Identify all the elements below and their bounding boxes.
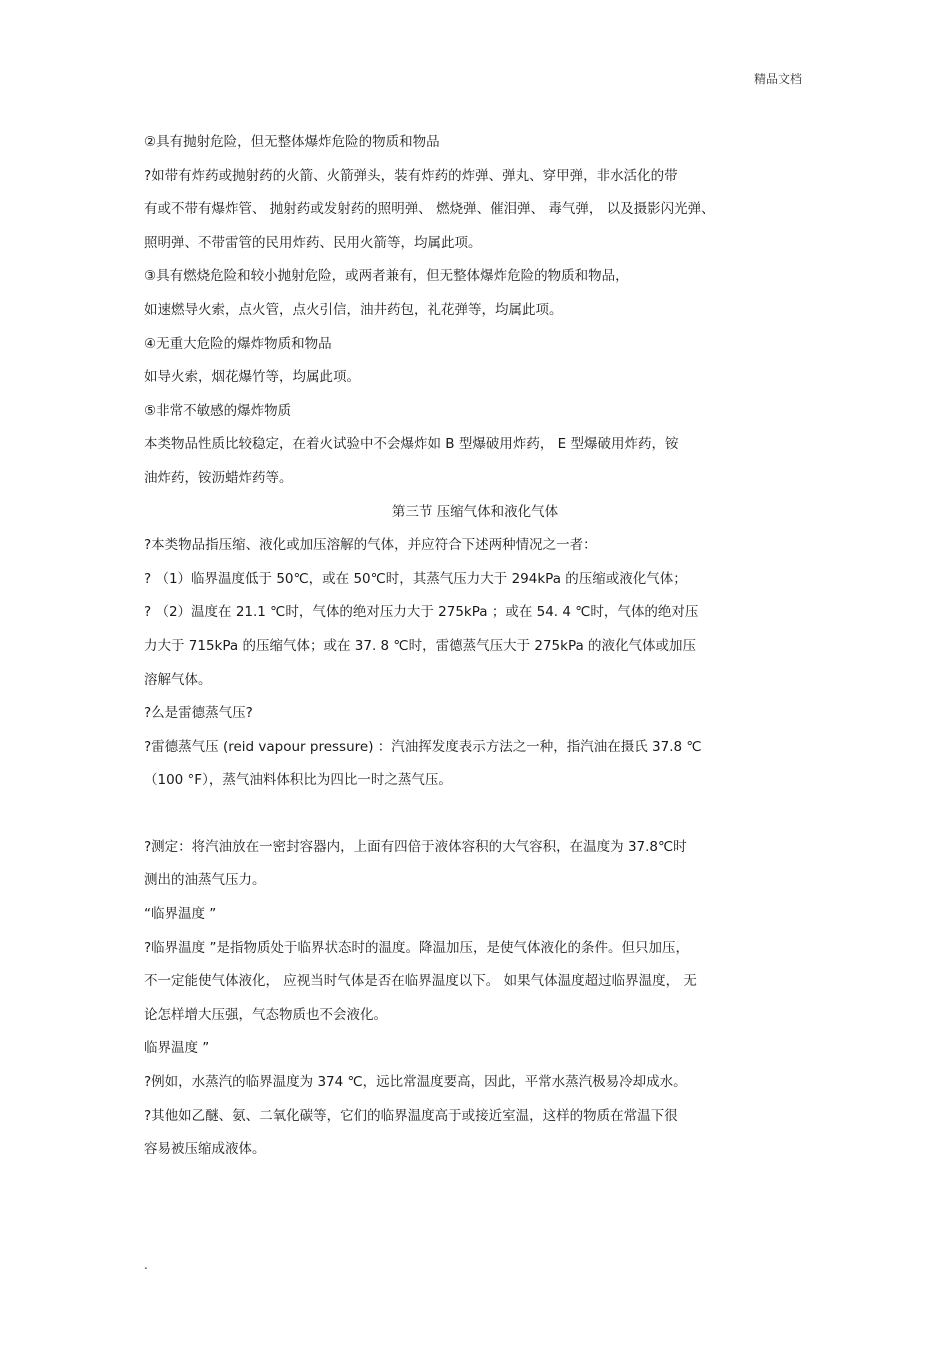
text-line: 测出的油蒸气压力。 (144, 872, 266, 889)
text-line: ?其他如乙醚、氨、二氧化碳等，它们的临界温度高于或接近室温，这样的物质在常温下很 (144, 1107, 678, 1124)
text-line: ?么是雷德蒸气压? (144, 705, 253, 722)
text-line: 力大于 715kPa 的压缩气体；或在 37. 8 ℃时，雷德蒸气压大于 275kPa 的液化气体或加压 (144, 637, 697, 654)
document-body (144, 126, 806, 1167)
page-footer-dot: . (144, 1258, 148, 1272)
text-line: 如速燃导火索，点火管，点火引信，油井药包，礼花弹等，均属此项。 (144, 301, 563, 318)
text-line: ④无重大危险的爆炸物质和物品 (144, 335, 332, 352)
text-line: ?例如，水蒸汽的临界温度为 374 ℃，远比常温度要高，因此，平常水蒸汽极易冷却成水。 (144, 1074, 687, 1091)
text-line: 临界温度 ” (144, 1040, 210, 1057)
page-header: 精品文档 (753, 72, 802, 86)
text-line: ?临界温度 ”是指物质处于临界状态时的温度。降温加压，是使气体液化的条件。但只加压， (144, 939, 689, 956)
text-line: 论怎样增大压强，气态物质也不会液化。 (144, 1006, 387, 1023)
text-line: ?雷德蒸气压 (reid vapour pressure) ：汽油挥发度表示方法之一种，指汽油在摄氏 37.8 ℃ (144, 738, 702, 755)
text-line: ?本类物品指压缩、液化或加压溶解的气体，并应符合下述两种情况之一者： (144, 537, 597, 554)
text-line: “临界温度 ” (144, 906, 217, 923)
text-line: ③具有燃烧危险和较小抛射危险，或两者兼有，但无整体爆炸危险的物质和物品， (144, 268, 629, 285)
text-line: 溶解气体。 (144, 671, 212, 688)
text-line: 容易被压缩成液体。 (144, 1141, 266, 1158)
text-line: ? （1）临界温度低于 50℃，或在 50℃时，其蒸气压力大于 294kPa 的压缩或液化气体； (144, 570, 687, 587)
text-line: ②具有抛射危险，但无整体爆炸危险的物质和物品 (144, 134, 440, 150)
text-line: 不一定能使气体液化， 应视当时气体是否在临界温度以下。 如果气体温度超过临界温度， 无 (144, 973, 697, 990)
text-line: （100 °F），蒸气油料体积比为四比一时之蒸气压。 (144, 772, 452, 789)
text-line: ? （2）温度在 21.1 ℃时，气体的绝对压力大于 275kPa ；或在 54. 4 ℃时，气体的绝对压 (144, 604, 699, 621)
text-line: ?测定：将汽油放在一密封容器内，上面有四倍于液体容积的大气容积，在温度为 37.8℃时 (144, 838, 687, 855)
text-line: 有或不带有爆炸管、 抛射药或发射药的照明弹、 燃烧弹、催泪弹、 毒气弹， 以及摄影闪光弹、 (144, 201, 715, 218)
text-line: 油炸药，铵沥蜡炸药等。 (144, 469, 293, 486)
text-line: ?如带有炸药或抛射药的火箭、火箭弹头，装有炸药的炸弹、弹丸、穿甲弹，非水活化的带 (144, 167, 678, 184)
text-line: 本类物品性质比较稳定，在着火试验中不会爆炸如 B 型爆破用炸药， E 型爆破用炸药，铵 (144, 436, 679, 453)
text-line: 如导火索，烟花爆竹等，均属此项。 (144, 369, 360, 386)
section-heading: 第三节 压缩气体和液化气体 (391, 503, 559, 520)
text-line: ⑤非常不敏感的爆炸物质 (144, 402, 292, 419)
text-line: 照明弹、不带雷管的民用炸药、民用火箭等，均属此项。 (144, 234, 482, 251)
